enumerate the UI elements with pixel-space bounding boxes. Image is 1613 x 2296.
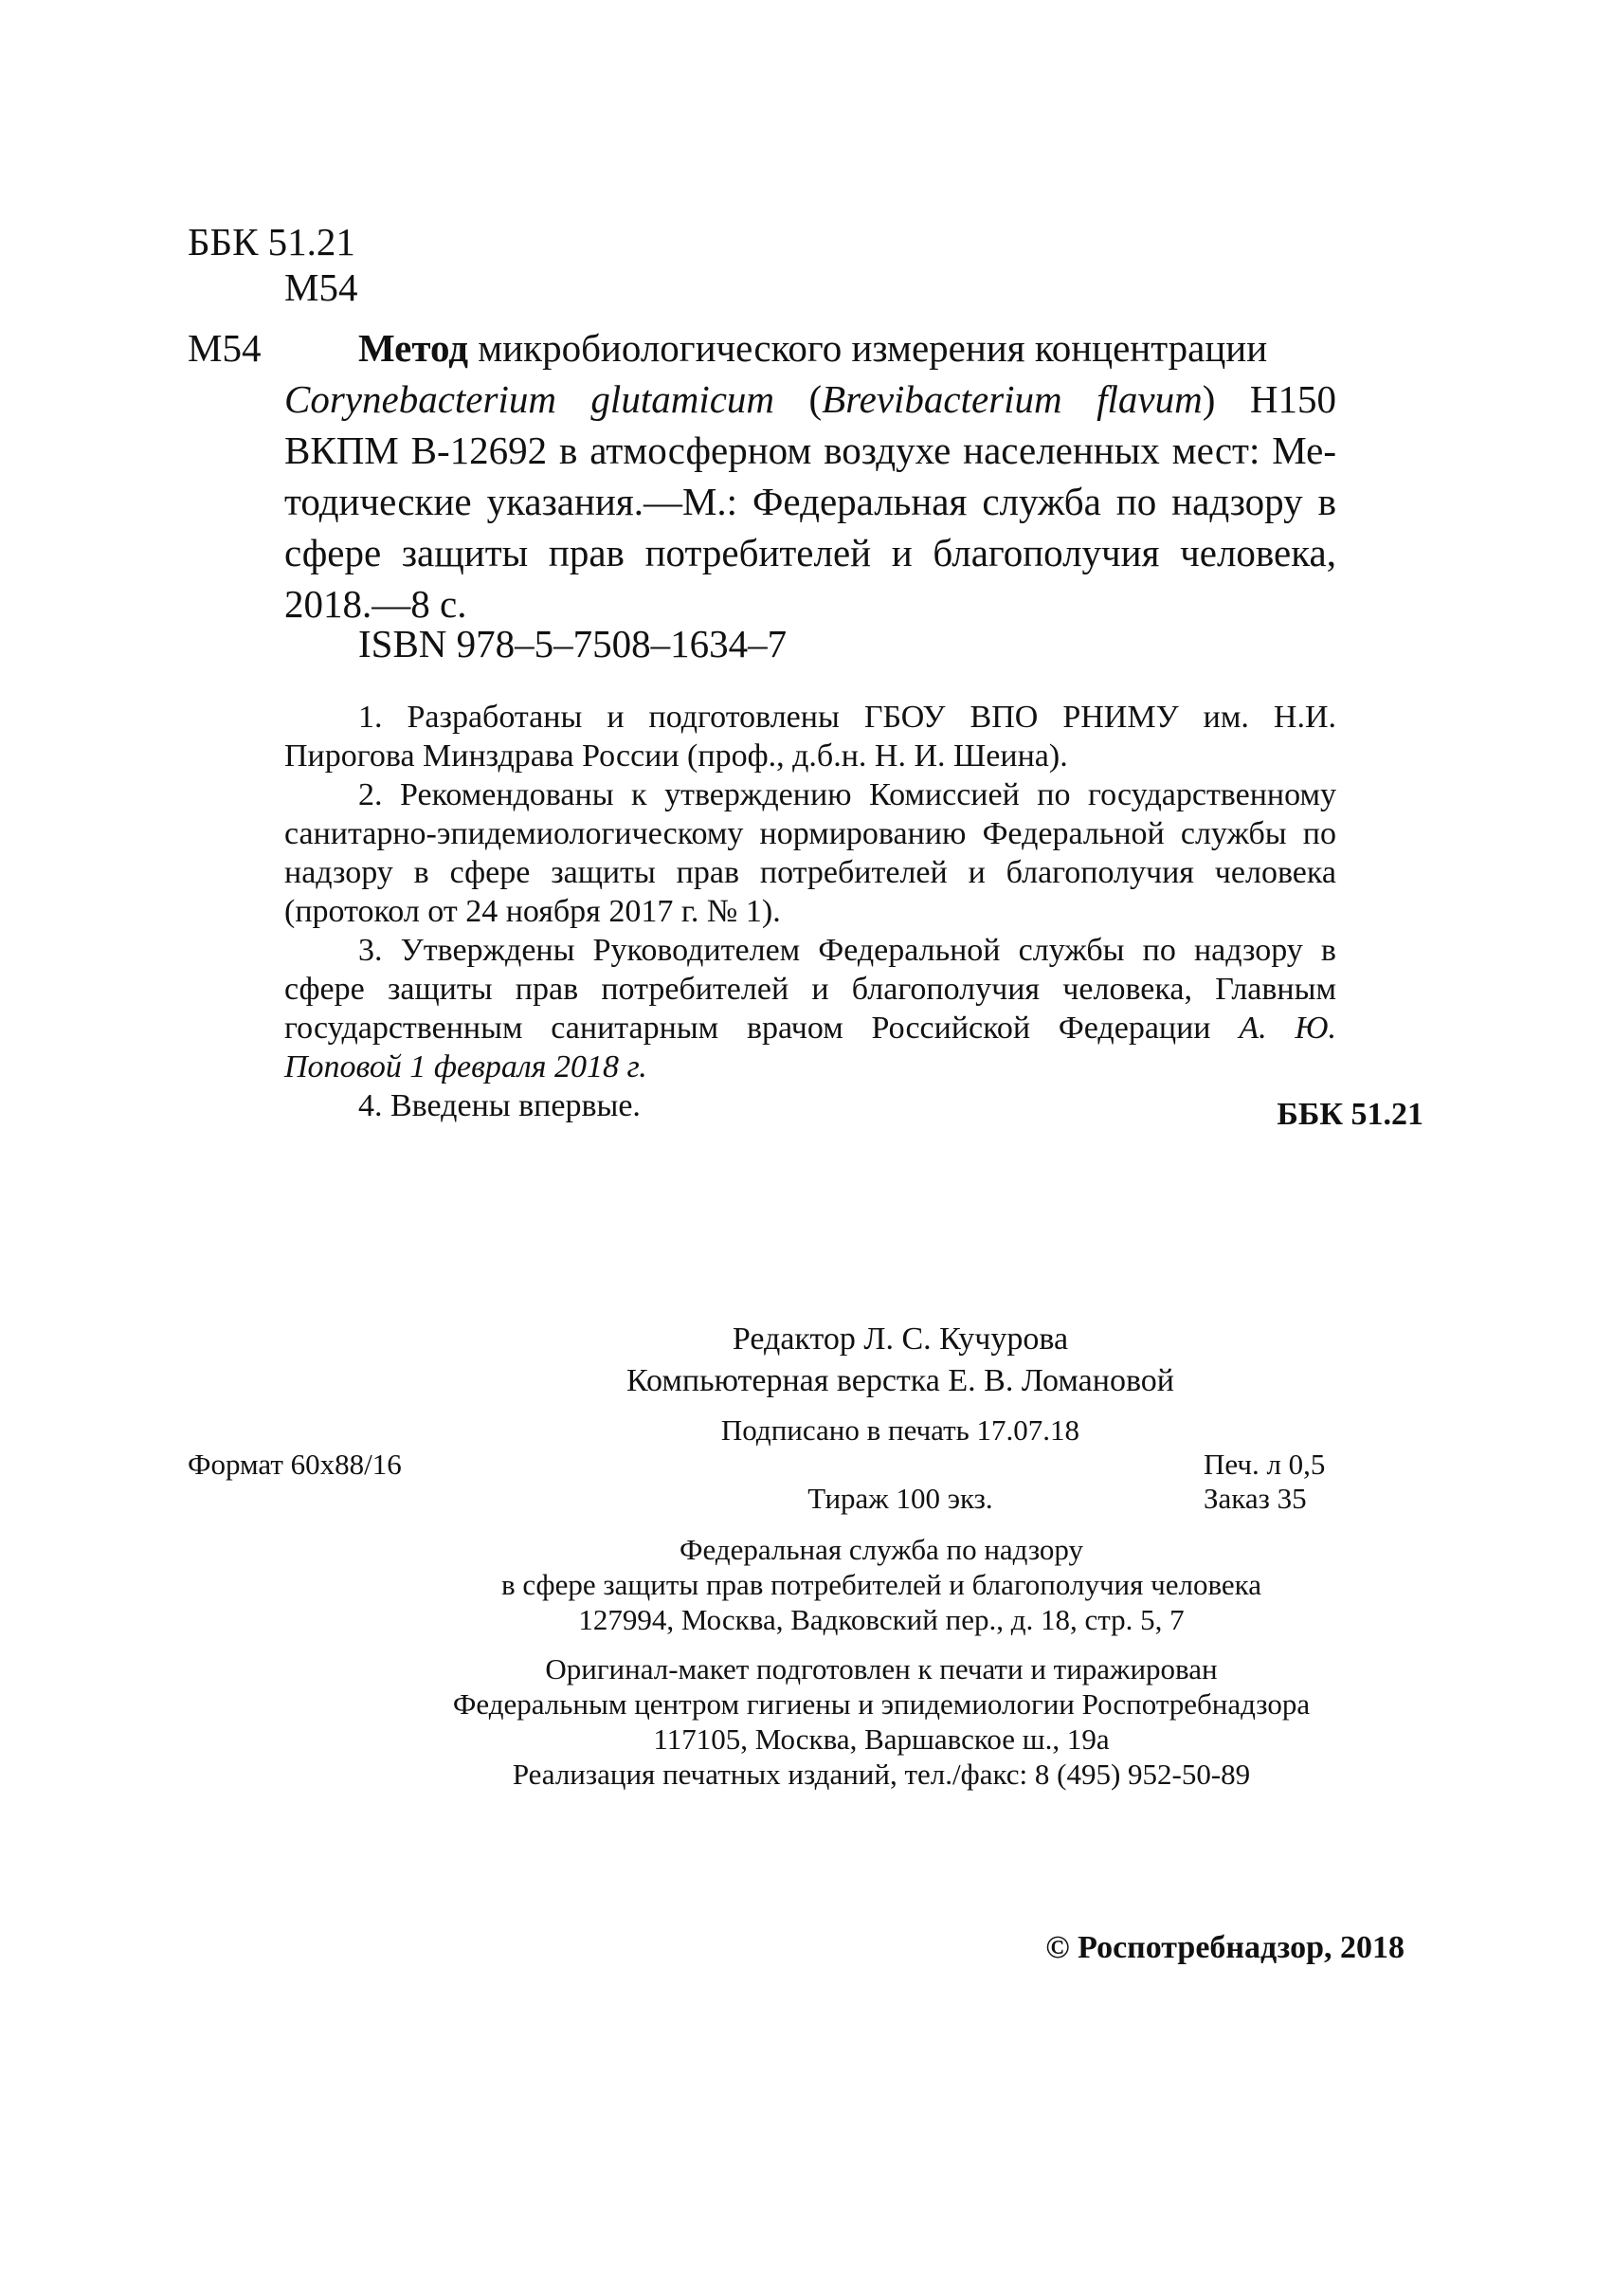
bibliographic-record <box>284 322 1336 629</box>
printer-line-1: Оригинал-макет подготовлен к печати и тиражирован <box>545 1652 1218 1686</box>
note-2: 2. Рекомендованы к утверждению Комиссией по государственному санитарно-эпидемиологическому нормированию Федеральной службы по надзору в сфере защиты прав потребителей и благополучия человека (протокол от 24 ноября 2017 г. № 1). <box>284 777 1336 929</box>
layout-credit: Компьютерная верстка Е. В. Ломановой <box>626 1363 1174 1398</box>
sheets: Печ. л 0,5 <box>1204 1448 1326 1481</box>
signed-date: Подписано в печать 17.07.18 <box>720 1413 1080 1447</box>
bbk-code: ББК 51.21 <box>188 220 355 264</box>
record-line-3: ВКПМ В-12692 в атмосферном воздухе населенных мест: Ме- <box>284 428 1336 472</box>
publisher-line-2: в сфере защиты прав потребителей и благополучия человека <box>500 1568 1262 1601</box>
publisher-block <box>360 1532 1403 1637</box>
format: Формат 60x88/16 <box>188 1448 402 1481</box>
printer-line-2: Федеральным центром гигиены и эпидемиологии Роспотребнадзора <box>452 1687 1311 1721</box>
notes <box>284 698 1336 1125</box>
print-run: Тираж 100 экз. <box>807 1482 993 1515</box>
editor: Редактор Л. С. Кучурова <box>732 1321 1069 1357</box>
note-1: 1. Разработаны и подготовлены ГБОУ ВПО РНИМУ им. Н.И. Пирогова Минздрава России (проф., д.б.н. Н. И. Шеина). <box>284 700 1336 774</box>
record-title-bold: Метод <box>358 326 469 370</box>
record-line-6: 2018.—8 с. <box>284 582 467 626</box>
bbk-bottom: ББК 51.21 <box>1277 1097 1423 1132</box>
record-author-sign: М54 <box>188 326 262 370</box>
note-3: 3. Утверждены Руководителем Федеральной службы по надзору в сфере защиты прав потребителей и благополучия человека, Главным государственным санитарным врачом Российской Федерации <box>284 933 1336 1046</box>
printer-line-4: Реализация печатных изданий, тел./факс: 8 (495) 952-50-89 <box>512 1758 1251 1791</box>
printer-line-3: 117105, Москва, Варшавское ш., 19а <box>653 1722 1110 1756</box>
record-paren-open: ( <box>774 377 823 421</box>
record-strain: ) Н150 <box>1202 377 1336 421</box>
record-title-rest: микробиологического измерения концентрации <box>468 326 1268 370</box>
isbn: ISBN 978–5–7508–1634–7 <box>358 622 788 665</box>
record-line-4: тодические указания.—М.: Федеральная служба по надзору в <box>284 480 1336 523</box>
copyright: © Роспотребнадзор, 2018 <box>1045 1930 1405 1965</box>
note-4: 4. Введены впервые. <box>358 1088 641 1123</box>
author-sign: М54 <box>284 265 358 309</box>
record-species-1: Corynebacterium glutamicum <box>284 377 775 421</box>
record-line-5: сфере защиты прав потребителей и благополучия человека, <box>284 531 1336 574</box>
record-species-2: Brevibacterium flavum <box>822 377 1203 421</box>
printer-block <box>360 1651 1403 1792</box>
publisher-line-1: Федеральная служба по надзору <box>680 1533 1083 1566</box>
note-3-italic: А. Ю. Поповой 1 февраля 2018 г. <box>284 1011 1336 1084</box>
publisher-line-3: 127994, Москва, Вадковский пер., д. 18, стр. 5, 7 <box>578 1603 1185 1636</box>
order-number: Заказ 35 <box>1204 1482 1307 1515</box>
